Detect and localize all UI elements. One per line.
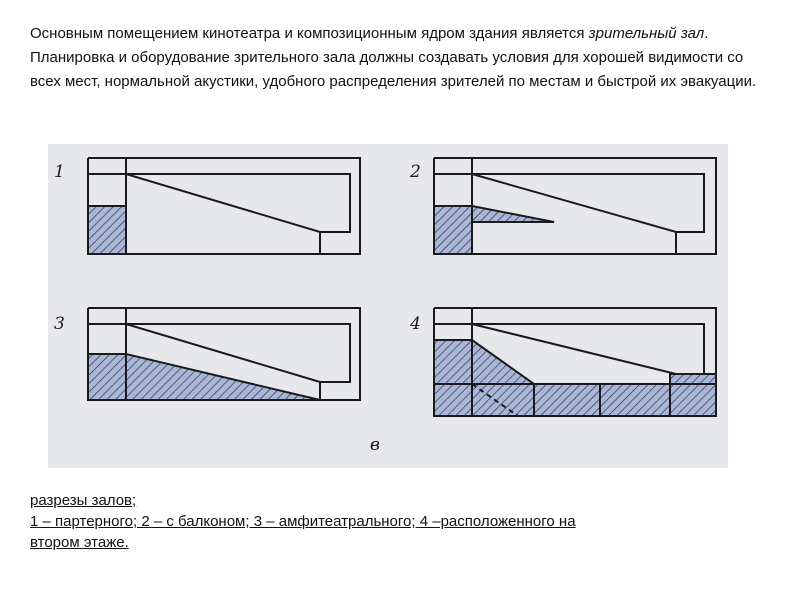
section-4-stage-block (670, 374, 716, 384)
caption-line-3: втором этаже. (30, 534, 129, 551)
section-1-building-outline (88, 158, 360, 254)
section-2-label: 2 (410, 162, 421, 182)
intro-text-part1: Основным помещением кинотеатра и композиционным ядром здания является (30, 25, 589, 42)
section-1 (54, 158, 360, 254)
intro-paragraph (30, 22, 775, 94)
section-3-label: 3 (54, 314, 65, 334)
figure-caption (30, 490, 775, 553)
section-1-hatched-block (88, 206, 126, 254)
section-4-label: 4 (410, 314, 421, 334)
figure-sublabel: в (370, 435, 380, 455)
intro-emphasis: зрительный зал (588, 25, 705, 42)
section-1-sightline-wedge (126, 174, 350, 232)
section-2 (409, 158, 716, 254)
section-4 (409, 308, 716, 416)
section-3 (54, 308, 360, 400)
section-4-upper-block (434, 340, 534, 384)
section-1-label: 1 (54, 162, 65, 182)
section-2-balcony (472, 206, 554, 222)
caption-line-1: разрезы залов; (30, 492, 137, 509)
hall-sections-figure (48, 144, 728, 468)
caption-line-2: 1 – партерного; 2 – с балконом; 3 – амфитеатрального; 4 –расположенного на (30, 513, 576, 530)
section-4-ground-floor (434, 384, 716, 416)
section-2-sightline-wedge (472, 174, 704, 232)
section-2-hatched-block (434, 206, 472, 254)
intro-text-part2: . Планировка и оборудование зрительного зала должны создавать условия для хорошей видимости со всех мест, нормальной акустики, удобного распределения зрителей по местам и быстрой их эвакуации. (30, 25, 757, 90)
section-3-amphitheatre-slope (88, 354, 320, 400)
hall-sections-drawing (48, 144, 728, 468)
